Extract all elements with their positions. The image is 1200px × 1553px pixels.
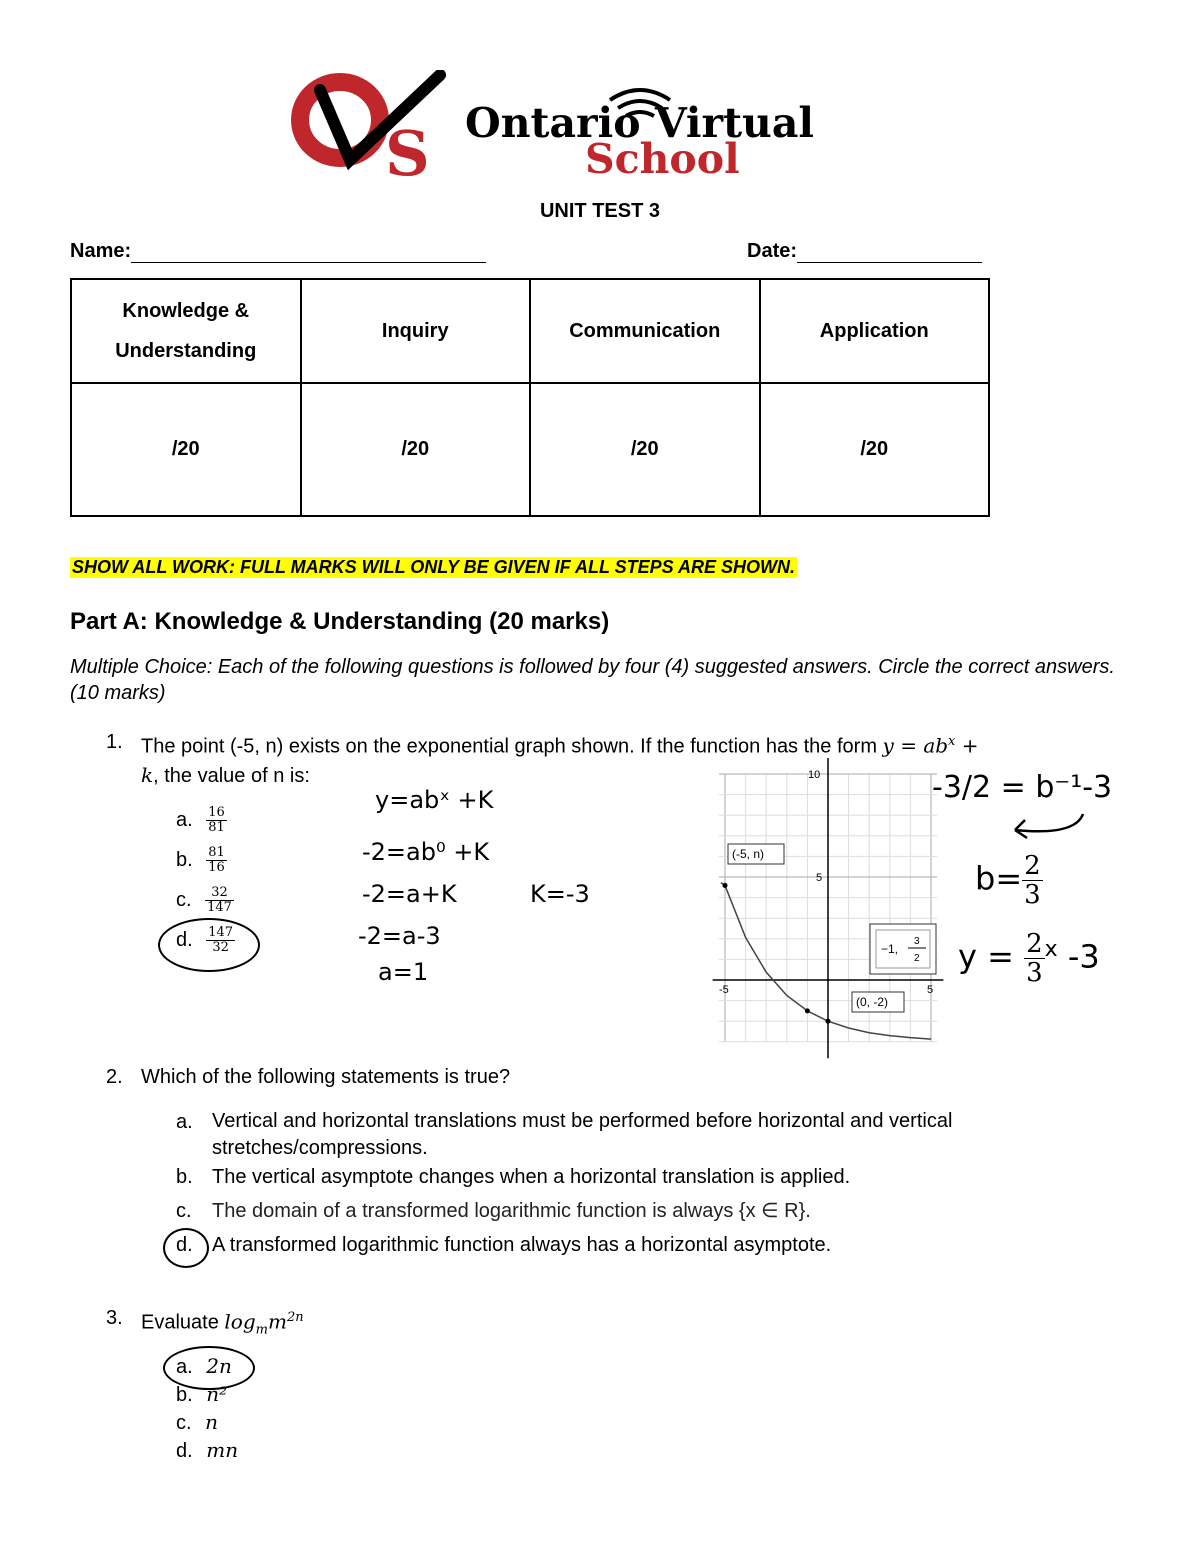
q3-log: log [224, 1309, 256, 1334]
q2-option-d[interactable]: A transformed logarithmic function always has a horizontal asymptote. [212, 1234, 832, 1256]
score-communication: /20 [530, 383, 760, 516]
q1-option-b[interactable] [176, 846, 227, 875]
graph-point-1 [723, 883, 728, 888]
q1-option-c-num: 32 [205, 886, 234, 901]
score-knowledge: /20 [71, 383, 301, 516]
school-logo [280, 70, 920, 180]
side-work-eq2 [975, 852, 1043, 909]
q3-option-d[interactable] [176, 1436, 238, 1465]
q1-work-line-6: a=1 [378, 958, 429, 986]
q1-answer-circle [158, 918, 260, 972]
show-work-notice: SHOW ALL WORK: FULL MARKS WILL ONLY BE GIVEN IF ALL STEPS ARE SHOWN. [72, 557, 795, 577]
q1-work-line-3: -2=a+K [362, 880, 457, 908]
side-work-final-exp: x [1044, 936, 1058, 962]
name-field[interactable] [131, 242, 486, 263]
tick-y-10: 10 [808, 769, 821, 781]
q2-option-c-letter: c. [176, 1200, 192, 1222]
q3-option-c-letter: c. [176, 1412, 192, 1434]
q2-option-a-letter: a. [176, 1111, 193, 1133]
q3-log-base: m [255, 1322, 268, 1338]
score-table [70, 278, 990, 517]
q3-option-d-letter: d. [176, 1440, 193, 1462]
exponential-graph [694, 758, 956, 1083]
tick-x-neg5: -5 [719, 984, 729, 996]
point-label-1: (-5, n) [732, 847, 765, 861]
logo-line1: Ontario Virtual [465, 99, 814, 147]
point-label-2-den: 2 [914, 953, 920, 964]
q1-option-c-letter: c. [176, 888, 192, 911]
q3-answer-circle [163, 1346, 255, 1390]
q1-option-a-den: 81 [208, 820, 225, 835]
q1-option-a-letter: a. [176, 808, 193, 831]
date-label: Date: [747, 240, 798, 262]
col-header-application: Application [760, 279, 990, 383]
test-title: UNIT TEST 3 [539, 200, 660, 222]
side-work-eq2-den: 3 [1024, 880, 1041, 910]
q2-answer-circle [163, 1228, 209, 1268]
score-application: /20 [760, 383, 990, 516]
q1-work-line-2: -2=ab⁰ +K [362, 838, 490, 866]
q3-option-c[interactable] [176, 1408, 218, 1437]
q1-option-b-num: 81 [208, 845, 225, 860]
point-label-2-num: 3 [914, 936, 920, 947]
name-row [70, 240, 486, 263]
side-work-final-lhs: y = [958, 937, 1014, 976]
side-work-eq2-lhs: b= [975, 859, 1023, 898]
logo-line2: School [585, 135, 740, 180]
score-inquiry: /20 [301, 383, 531, 516]
q2-option-c[interactable]: The domain of a transformed logarithmic function is always {x ∈ R}. [212, 1200, 811, 1222]
side-work-eq1: -3/2 = b⁻¹-3 [932, 770, 1113, 805]
q1-option-d-letter: d. [176, 928, 193, 951]
q3-option-b-letter: b. [176, 1384, 193, 1406]
q1-formula-b: + [955, 733, 979, 758]
side-work-final-tail: -3 [1067, 937, 1100, 976]
name-label: Name: [70, 240, 132, 262]
graph-point-2 [805, 1008, 810, 1013]
q3-log-exp: 2n [286, 1310, 304, 1325]
col-header-communication: Communication [530, 279, 760, 383]
tick-x-5: 5 [927, 984, 934, 996]
q2-number: 2. [106, 1066, 123, 1088]
q2-option-b[interactable]: The vertical asymptote changes when a horizontal translation is applied. [212, 1166, 851, 1188]
q3-text-label: Evaluate [141, 1311, 225, 1334]
side-work-final-num: 2 [1026, 929, 1043, 959]
q1-option-b-den: 16 [208, 860, 225, 875]
side-work-final-den: 3 [1026, 958, 1043, 988]
q1-formula-k: k [141, 762, 154, 787]
q1-option-c[interactable] [176, 886, 234, 915]
logo-s: S [385, 117, 430, 180]
q2-option-a[interactable]: Vertical and horizontal translations must be performed before horizontal and vertical stretches/compressions. [212, 1110, 953, 1159]
q1-text-b: , the value of n is: [153, 764, 310, 787]
q2-option-d-letter: d. [176, 1234, 193, 1256]
point-label-2-x: −1, [881, 942, 899, 956]
tick-y-5: 5 [816, 872, 823, 884]
q1-number: 1. [106, 731, 123, 753]
col-header-inquiry: Inquiry [301, 279, 531, 383]
side-work-final [958, 930, 1100, 987]
col-header-knowledge: Knowledge & Understanding [71, 279, 301, 383]
side-work-eq2-num: 2 [1024, 851, 1041, 881]
q1-option-a-num: 16 [208, 805, 225, 820]
q3-number: 3. [106, 1307, 123, 1329]
q3-option-a-letter: a. [176, 1356, 193, 1378]
q1-option-b-letter: b. [176, 848, 193, 871]
q3-log-arg: m [267, 1309, 287, 1334]
q1-formula-exp: x [948, 734, 956, 749]
q3-option-c-value: n [205, 1410, 219, 1434]
date-row [747, 240, 982, 263]
q1-work-line-5: -2=a-3 [358, 922, 441, 950]
q3-text [141, 1304, 304, 1345]
q1-option-c-den: 147 [207, 900, 232, 915]
q1-option-a[interactable] [176, 806, 227, 835]
graph-point-3 [826, 1019, 831, 1024]
part-a-instructions: Multiple Choice: Each of the following questions is followed by four (4) suggested answers. Circle the correct answers. (10 marks) [70, 656, 1115, 704]
point-label-3: (0, -2) [856, 995, 889, 1009]
q1-work-line-4: K=-3 [530, 880, 590, 908]
q1-formula-a: y = ab [882, 733, 949, 758]
q1-text-a: The point (-5, n) exists on the exponential graph shown. If the function has the form [141, 735, 883, 758]
part-a-heading: Part A: Knowledge & Understanding (20 marks) [70, 608, 610, 635]
date-field[interactable] [797, 242, 982, 263]
q3-option-a-value: 2n [206, 1354, 232, 1378]
q1-option-d-den: 32 [212, 940, 229, 955]
q1-work-line-1: y=abˣ +K [375, 786, 494, 814]
q2-option-b-letter: b. [176, 1166, 193, 1188]
arrow-icon [1005, 808, 1095, 848]
q2-text: Which of the following statements is true? [141, 1066, 511, 1088]
q1-option-d-num: 147 [208, 925, 234, 940]
q3-option-b-value: n² [206, 1382, 228, 1406]
q3-option-d-value: mn [206, 1438, 239, 1462]
